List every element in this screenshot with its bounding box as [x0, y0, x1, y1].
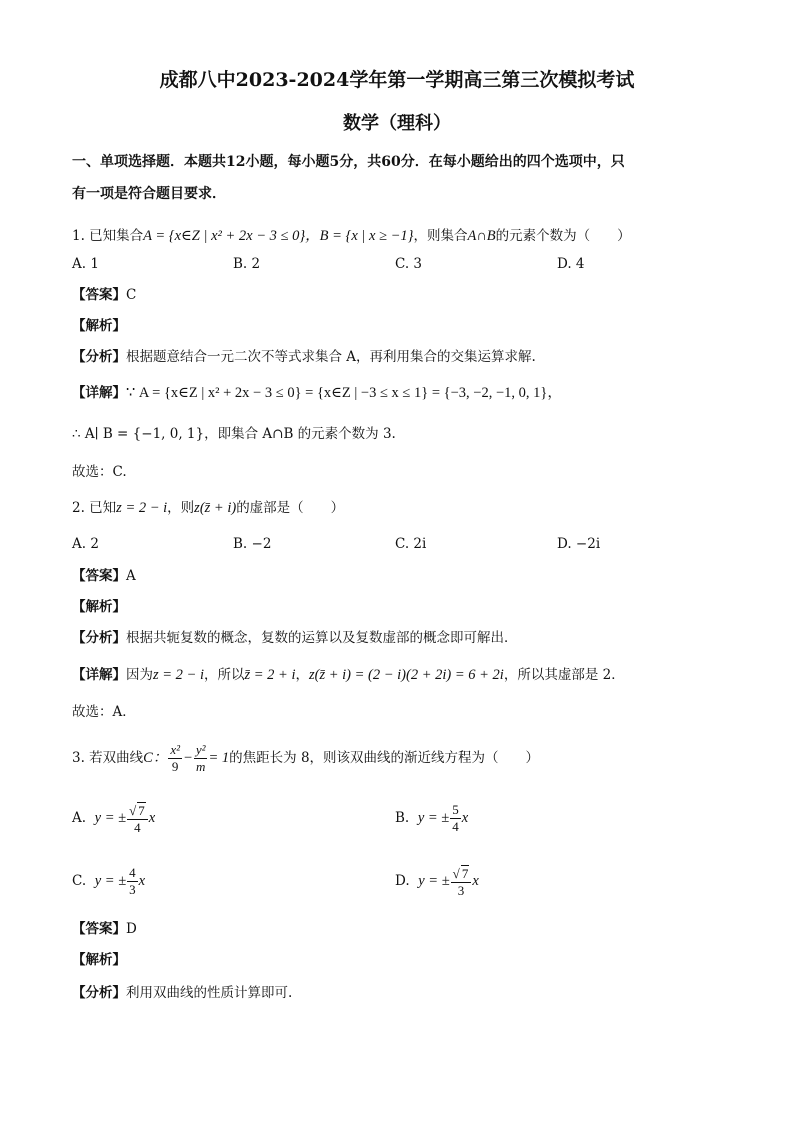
q3-answer-tag: 【答案】	[72, 921, 126, 937]
q2-fenxi-tag: 【分析】	[72, 630, 126, 646]
q3-option-a-prefix: y = ±	[94, 810, 127, 826]
q2-option-c: C. 2i	[395, 536, 427, 552]
q3-option-c	[72, 863, 145, 899]
q1-xiangjie-line2: ∴ A∣ B = {−1, 0, 1}，即集合 A∩B 的元素个数为 3.	[72, 426, 396, 442]
q2-xj-zbar: z̄ = 2 + i	[244, 667, 296, 683]
q2-xj-a: 因为	[126, 667, 153, 683]
q2-option-d: D. −2i	[557, 536, 601, 552]
q2-xj-z: z = 2 − i	[153, 667, 204, 683]
q3-option-d-fraction: $\frac{√ 7}{3}$	[451, 865, 472, 899]
q1-option-c: C. 3	[395, 256, 423, 272]
q3-minus: −	[183, 750, 193, 766]
q3-option-d-prefix: y = ±	[418, 873, 450, 889]
q3-fenxi-tag: 【分析】	[72, 985, 126, 1001]
q2-xj-calc: z(z̄ + i) = (2 − i)(2 + 2i) = 6 + 2i	[309, 667, 504, 683]
q1-stem	[72, 226, 631, 246]
q3-fenxi-text: 利用双曲线的性质计算即可.	[126, 985, 293, 1001]
q3-option-b-prefix: y = ±	[417, 810, 450, 826]
q1-set-a: A = {x∈Z | x² + 2x − 3 ≤ 0}	[143, 228, 306, 244]
exam-title: 成都八中2023-2024学年第一学期高三第三次模拟考试	[159, 69, 635, 91]
section-heading-line2: 有一项是符合题目要求．	[72, 186, 226, 202]
q1-set-b: ，B = {x | x ≥ −1}	[305, 228, 414, 244]
q1-expr: A∩B	[467, 228, 496, 244]
q2-answer	[72, 566, 136, 586]
q3-option-c-prefix: y = ±	[94, 873, 127, 889]
exam-subtitle: 数学（理科）	[343, 113, 451, 134]
q3-answer	[72, 919, 137, 939]
q1-answer-value: C	[126, 287, 137, 303]
q1-fenxi-text: 根据题意结合一元二次不等式求集合 A，再利用集合的交集运算求解.	[126, 349, 536, 365]
q3-option-c-x: x	[138, 873, 146, 889]
q2-xiangjie-tag: 【详解】	[72, 667, 126, 683]
q2-analysis-tag: 【解析】	[72, 599, 126, 615]
q3-fenxi	[72, 983, 292, 1003]
q2-answer-tag: 【答案】	[72, 568, 126, 584]
q1-analysis-tag: 【解析】	[72, 318, 126, 334]
q2-option-b: B. −2	[233, 536, 272, 552]
q1-option-b: B. 2	[233, 256, 261, 272]
q1-fenxi	[72, 347, 536, 367]
q3-answer-value: D	[126, 921, 137, 937]
q3-option-b	[395, 800, 468, 836]
q1-end: 的元素个数为（ ）	[495, 228, 631, 244]
q1-fenxi-tag: 【分析】	[72, 349, 126, 365]
q3-option-d	[395, 863, 479, 899]
q2-stem-c: 的虚部是（ ）	[236, 500, 345, 516]
q2-stem	[72, 498, 344, 518]
q3-option-b-label: B.	[395, 810, 410, 826]
q1-answer	[72, 285, 136, 305]
q3-option-b-x: x	[461, 810, 469, 826]
q3-option-b-fraction: $\frac{5}{4}$	[452, 802, 459, 834]
q1-answer-tag: 【答案】	[72, 287, 126, 303]
q2-choice: 故选：A．	[72, 704, 136, 720]
q3-option-a-x: x	[148, 810, 156, 826]
q3-option-a-fraction: $\frac{√ 7}{4}$	[127, 802, 148, 836]
q2-xj-c: ，	[295, 667, 309, 683]
q3-fraction-y: $\frac{\text{y²}}{m}$	[195, 742, 206, 774]
q3-option-d-x: x	[472, 873, 479, 889]
q1-option-a: A. 1	[72, 256, 99, 272]
q2-stem-expr: z(z̄ + i)	[194, 500, 237, 516]
q1-option-d: D. 4	[557, 256, 585, 272]
q3-analysis-tag: 【解析】	[72, 952, 126, 968]
q2-xj-d: ，所以其虚部是 2．	[503, 667, 625, 683]
q3-option-d-label: D.	[395, 873, 410, 889]
q1-choice: 故选：C.	[72, 464, 127, 480]
q3-stem-b: 的焦距长为 8，则该双曲线的渐近线方程为（ ）	[229, 750, 540, 766]
section-heading-line1: 一、单项选择题．本题共12小题，每小题5分，共60分．在每小题给出的四个选项中，只	[72, 154, 625, 170]
q1-xiangjie-text: ∵ A = {x∈Z | x² + 2x − 3 ≤ 0} = {x∈Z | −3 ≤ x ≤ 1} = {−3, −2, −1, 0, 1}，	[126, 385, 562, 401]
q1-prefix: 1. 已知集合	[72, 228, 144, 244]
q2-fenxi	[72, 628, 518, 648]
q3-option-c-label: C.	[72, 873, 87, 889]
q2-stem-a: 2. 已知	[72, 500, 117, 516]
q3-stem	[72, 740, 539, 776]
q3-fraction-x: $\frac{\text{x²}}{9}$	[170, 742, 181, 774]
q3-option-c-fraction: $\frac{4}{3}$	[129, 865, 136, 897]
q2-option-a: A. 2	[72, 536, 99, 552]
q1-xiangjie	[72, 383, 562, 403]
q3-option-a	[72, 800, 155, 836]
q2-answer-value: A	[126, 568, 136, 584]
q1-suffix: ，则集合	[413, 228, 468, 244]
q3-option-a-label: A.	[72, 810, 87, 826]
q2-fenxi-text: 根据共轭复数的概念，复数的运算以及复数虚部的概念即可解出．	[126, 630, 518, 646]
q2-stem-z: z = 2 − i	[116, 500, 168, 516]
q3-eq: = 1	[208, 750, 230, 766]
q3-stem-c: C：	[143, 750, 168, 766]
q2-xiangjie	[72, 665, 625, 685]
q3-stem-a: 3. 若双曲线	[72, 750, 144, 766]
q2-xj-b: ，所以	[204, 667, 245, 683]
q2-stem-b: ，则	[167, 500, 195, 516]
q1-xiangjie-tag: 【详解】	[72, 385, 126, 401]
